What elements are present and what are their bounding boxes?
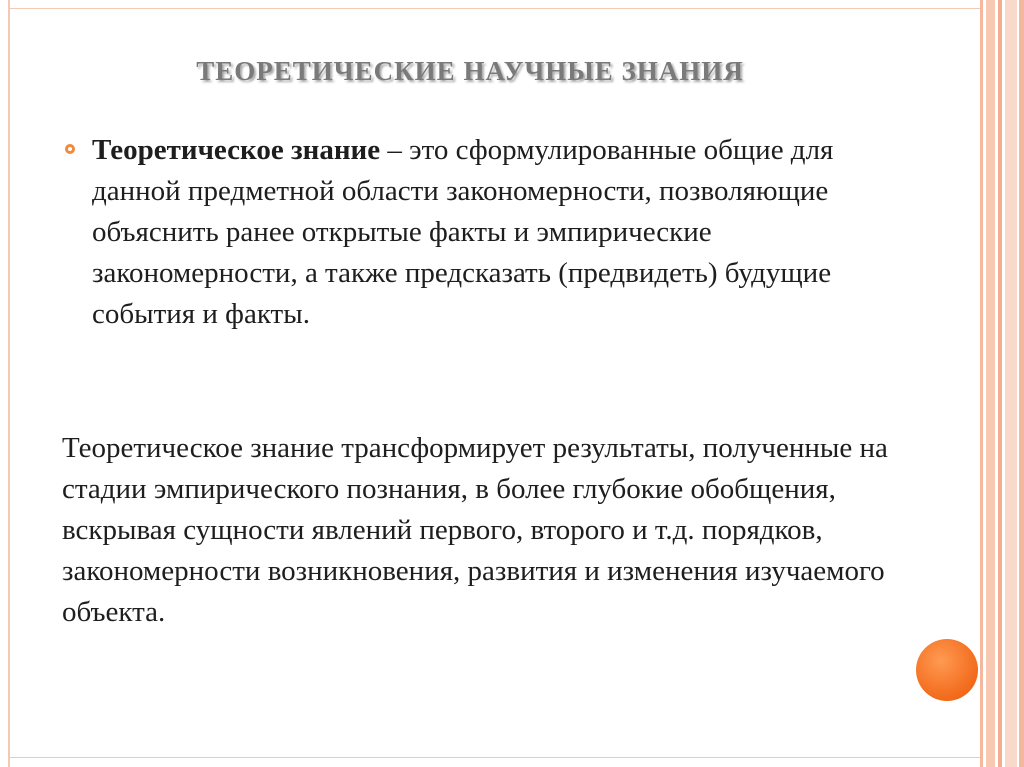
bullet-item xyxy=(92,130,912,335)
slide-title: ТЕОРЕТИЧЕСКИЕ НАУЧНЫЕ ЗНАНИЯ xyxy=(196,56,744,86)
decor-stripe xyxy=(986,0,995,767)
ring-bullet-icon xyxy=(65,144,75,154)
bullet-definition: – это сформулированные общие для данной предметной области закономерности, позволяющие объяснить ранее открытые факты и эмпирические закономерности, а также предсказать (предвидеть) будущие события и факты. xyxy=(92,134,834,330)
frame-left-line xyxy=(8,0,10,767)
decor-stripe xyxy=(980,0,983,767)
frame-bottom-line xyxy=(8,757,980,758)
frame-top-line xyxy=(8,8,980,9)
body-paragraph: Теоретическое знание трансформирует результаты, полученные на стадии эмпирического познания, в более глубокие обобщения, вскрывая сущности явлений первого, второго и т.д. порядков, закономерности возникновения, развития и изменения изучаемого объекта. xyxy=(62,432,888,628)
bullet-term: Теоретическое знание xyxy=(92,134,381,166)
decor-stripe xyxy=(1005,0,1017,767)
decor-stripe xyxy=(1019,0,1024,767)
decor-stripe xyxy=(998,0,1002,767)
orange-circle-icon xyxy=(916,639,978,701)
